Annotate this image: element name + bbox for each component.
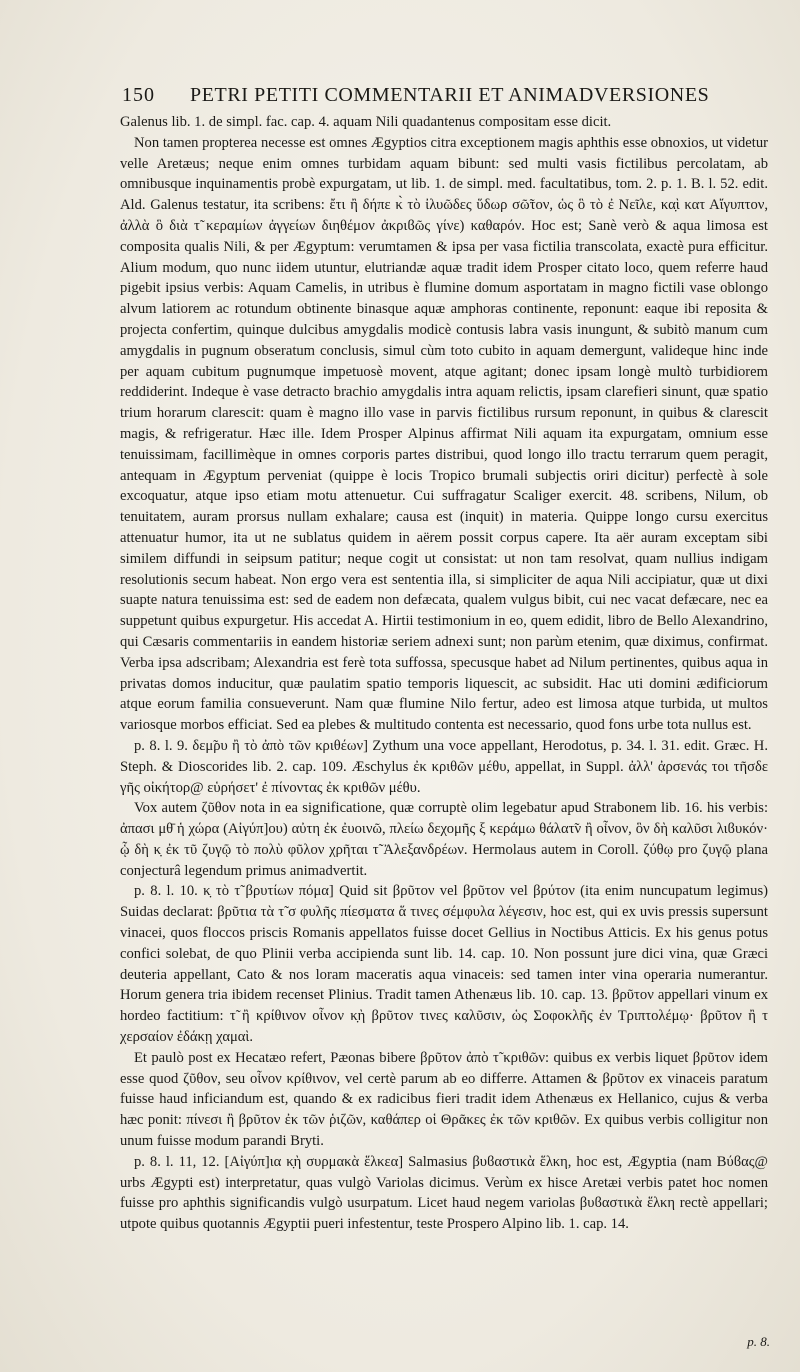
paragraph: Vox autem ζῦθον nota in ea significatione, quæ corruptè olim legebatur apud Strabonem lib. 16. his verbis: ἀπασι μθ̄ ἡ χώρα (Αἰγύπ]ου) αὐτη ἐκ ἐυοινῶ, πλείω δεχομῆς ξ κεράμω θάλατ̃ν ἢ οἶνον, ὃν δὴ καλῦσι λιϐυκόν· ᾧ δὴ κ̣ ἐκ τῦ ζυγῷ τὸ πολὺ φῦλον χρῆται τ̃ Ἀλεξανδρέων. Hermolaus autem in Coroll. ζύθῳ pro ζυγῷ plana conjecturâ legendum primus animadvertit. (120, 800, 768, 879)
paragraph: Non tamen propterea necesse est omnes Ægyptios citra exceptionem magis aphthis esse obnoxios, ut videtur velle Aretæus; neque enim omnes turbidam aquam bibunt: sed multi vasis fictilibus percolatam, ab omnibusque inquinamentis probè expurgatam, ut lib. 1. de simpl. med. facultatibus, tom. 2. p. 1. B. l. 52. edit. Ald. Galenus testatur, ita scribens: ἔτι ἢ δήπε κ̀ τὸ ἰλυῶδες ὕδωρ σῶ̃τον, ὡς ὃ τὸ ἐ Νεῖλε, κα̣ὶ κατ Αἴγυπτον, ἀλλὰ ὃ διὰ τ̃ κεραμίων ἀγγείων διηθέμον ἀκριϐῶς γίνε) καθαρόν. Hoc est; Sanè verò & aqua limosa est composita qualis Nili, & per Ægyptum: verumtamen & ipsa per vasa fictilia transcolata, exactè pura efficitur. Alium modum, quo nunc iidem utuntur, elutriandæ aquæ tradit idem Prosper citato loco, quem referre haud pigebit ipsius verbis: Aquam Camelis, in utribus è flumine domum asportatam in magno fictili vase oblongo alvum latiorem ac rotundum obtinente binasque aquæ amphoras continente, reponunt: eaque ibi reposita & projecta confertim, quinque dulcibus amygdalis modicè contusis labra vasis inungunt, & subitò manum cum amygdalis in pugnum obseratum conclusis, simul cùm toto cubito in aquam demergunt, valideque hinc inde per aquam cubitum pugnumque impetuosè movent, atque agitant; donec ipsam longè multò turbidiorem reddiderint. Indeque è vase detracto brachio amygdalis intra aquam relictis, ipsam clarefieri sinunt, quæ spatio trium horarum clarescit: quam è magno illo vase in parvis fictilibus rursum reponunt, in quibus & clarescit magis, & refrigeratur. Hæc ille. Idem Prosper Alpinus affirmat Nili aquam ita expurgatam, omnium esse tenuissimam, facillimèque in omnes corporis partes distribui, quod longo illo tractu terrarum quem peragit, antequam in Ægyptum perveniat (quippe è locis Tropico brumali subjectis oriri dicitur) perfectè à sole excoquatur, atque ipso etiam motu attenuetur. Cui suffragatur Scaliger exercit. 48. scribens, Nilum, ob tenuitatem, auram prorsus nullam exhalare; causa est (inquit) in materia. Quippe longo cursu exercitus attenuatur humor, ita ut ne sublatus quidem in aërem possit corpus capere. Ita aër auram exceptam sibi similem diffundi in seipsum patitur; neque cogit ut consistat: ut non tam resolvat, quam nullius indigam resolutionis secum habeat. Non ergo vera est sententia illa, si simpliciter de aqua Nili accipiatur, quæ ut dixi suapte natura tenuissima est: sed de eadem non defæcata, qualem vulgus bibit, cui nec vacat defæcare, nec ea suppetunt quibus expurgetur. His accedat A. Hirtii testimonium in eo, quem edidit, libro de Bello Alexandrino, qui Cæsaris commentariis in eandem historiæ seriem adnexi sunt; non parùm etenim, quæ diximus, confirmat. Verba ipsa adscribam; Alexandria est ferè tota suffossa, specusque habet ad Nilum pertinentes, quibus aqua in privatas domos inducitur, quæ paulatim spatio temporis liquescit, ac subsidit. Hac uti domini ædificiorum atque eorum familia consueverunt. Nam quæ flumine Nilo fertur, adeo est limosa atque turbida, ut multos variosque morbos efficiat. Sed ea plebes & multitudo contenta est necessario, quod fons urbe tota nullus est. (120, 134, 768, 734)
commentary-note: p. 8. l. 11, 12. [Αἰγύπ]ια κ̣ὴ συρμακὰ ἕλκεα] Salmasius βυϐαστικὰ ἕλκη, hoc est, Ægyptia (nam Βύϐας@ urbs Ægypti est) interpretatur, quas vulgò Variolas dicimus. Verùm ex hisce Aretæi verbis patet hoc nomen fuisse pro aphthis significandis vulgò usurpatum. Licet haud negem variolas βυϐαστικὰ ἕλκη rectè appellari; utpote quibus quotannis Ægyptii pueri infestentur, teste Prospero Alpino lib. 1. cap. 14. (120, 1153, 768, 1233)
page-body (120, 112, 768, 1334)
running-title: PETRI PETITI COMMENTARII ET ANIMADVERSIONES (190, 84, 710, 106)
commentary-note: p. 8. l. 9. δεμ̃ρυ ἢ τὸ ἀπὸ τῶν κριθέων] Zythum una voce appellant, Herodotus, p. 34. l. 31. edit. Græc. H. Steph. & Dioscorides lib. 2. cap. 109. Æschylus ἐκ κριθῶν μέθυ, appellat, in Suppl. ἀλλ' ἀρσενάς τοι τῆσδε γῆς οἰκήτορ@ εὑρήσετ' ἐ πίνοντας ἐκ κριθῶν μέθυ. (120, 737, 768, 796)
paragraph: Et paulò post ex Hecatæo refert, Pæonas bibere βρῦτον ἀπὸ τ̃ κριθῶν: quibus ex verbis liquet βρῦτον idem esse quod ζῦθον, seu οἶνον κρίθινον, vel certè parum ab eo differre. Attamen & βρῦτον ex vinaceis paratum fuisse haud inficiandum est, quando & ex radicibus fieri tradit idem Athenæus ex Hellanico, cujus & verba hæc ponit: πίνεσι ἢ βρῦτον ἐκ τῶν ῥιζῶν, καθάπερ οἱ Θρᾶκες ἐκ τῶν κριθῶν. Ex quibus verbis colligitur non unum fuisse modum parandi Bryti. (120, 1049, 768, 1150)
paragraph: Galenus lib. 1. de simpl. fac. cap. 4. aquam Nili quadantenus compositam esse dicit. (120, 114, 612, 130)
commentary-note: p. 8. l. 10. κ̣ τὸ τ̃ βρυτίων πόμα] Quid sit βρῦτον vel βρῦτον vel βρύτον (ita enim nuncupatum legimus) Suidas declarat: βρῦτια τὰ τ̃ σ φυλῆς πίεσματα ἅ τινες σέμφυλα λέγεσιν, hoc est, qui ex uvis pressis supersunt vinacei, quos floccos priscis Romanis appellatos fuisse docet Gellius in Noctibus Atticis. Ex his genus potus confici solebat, de quo Plinii verba accipienda sunt lib. 14. cap. 10. Non possunt jure dici vina, quæ Græci deuteria appellant, Cato & nos loram maceratis aqua vinaceis: sed tamen inter vina operaria numerantur. Horum genera tria ibidem recenset Plinius. Tradit tamen Athenæus lib. 10. cap. 13. βρῦτον appellari vinum ex hordeo factitium: τ̃ ἢ κρίθινον οἶνον κ̣ὴ βρῦτον τινες καλῦσιν, ὡς Σοφοκλῆς ἐν Τριπτολέμῳ· βρῦτον ἢ τ̃ χερσαίον ἐδάκῃ χαμαὶ. (120, 883, 768, 1046)
page-header (112, 84, 792, 110)
page-number: 150 (122, 84, 155, 106)
catchword: p. 8. (747, 1334, 770, 1349)
